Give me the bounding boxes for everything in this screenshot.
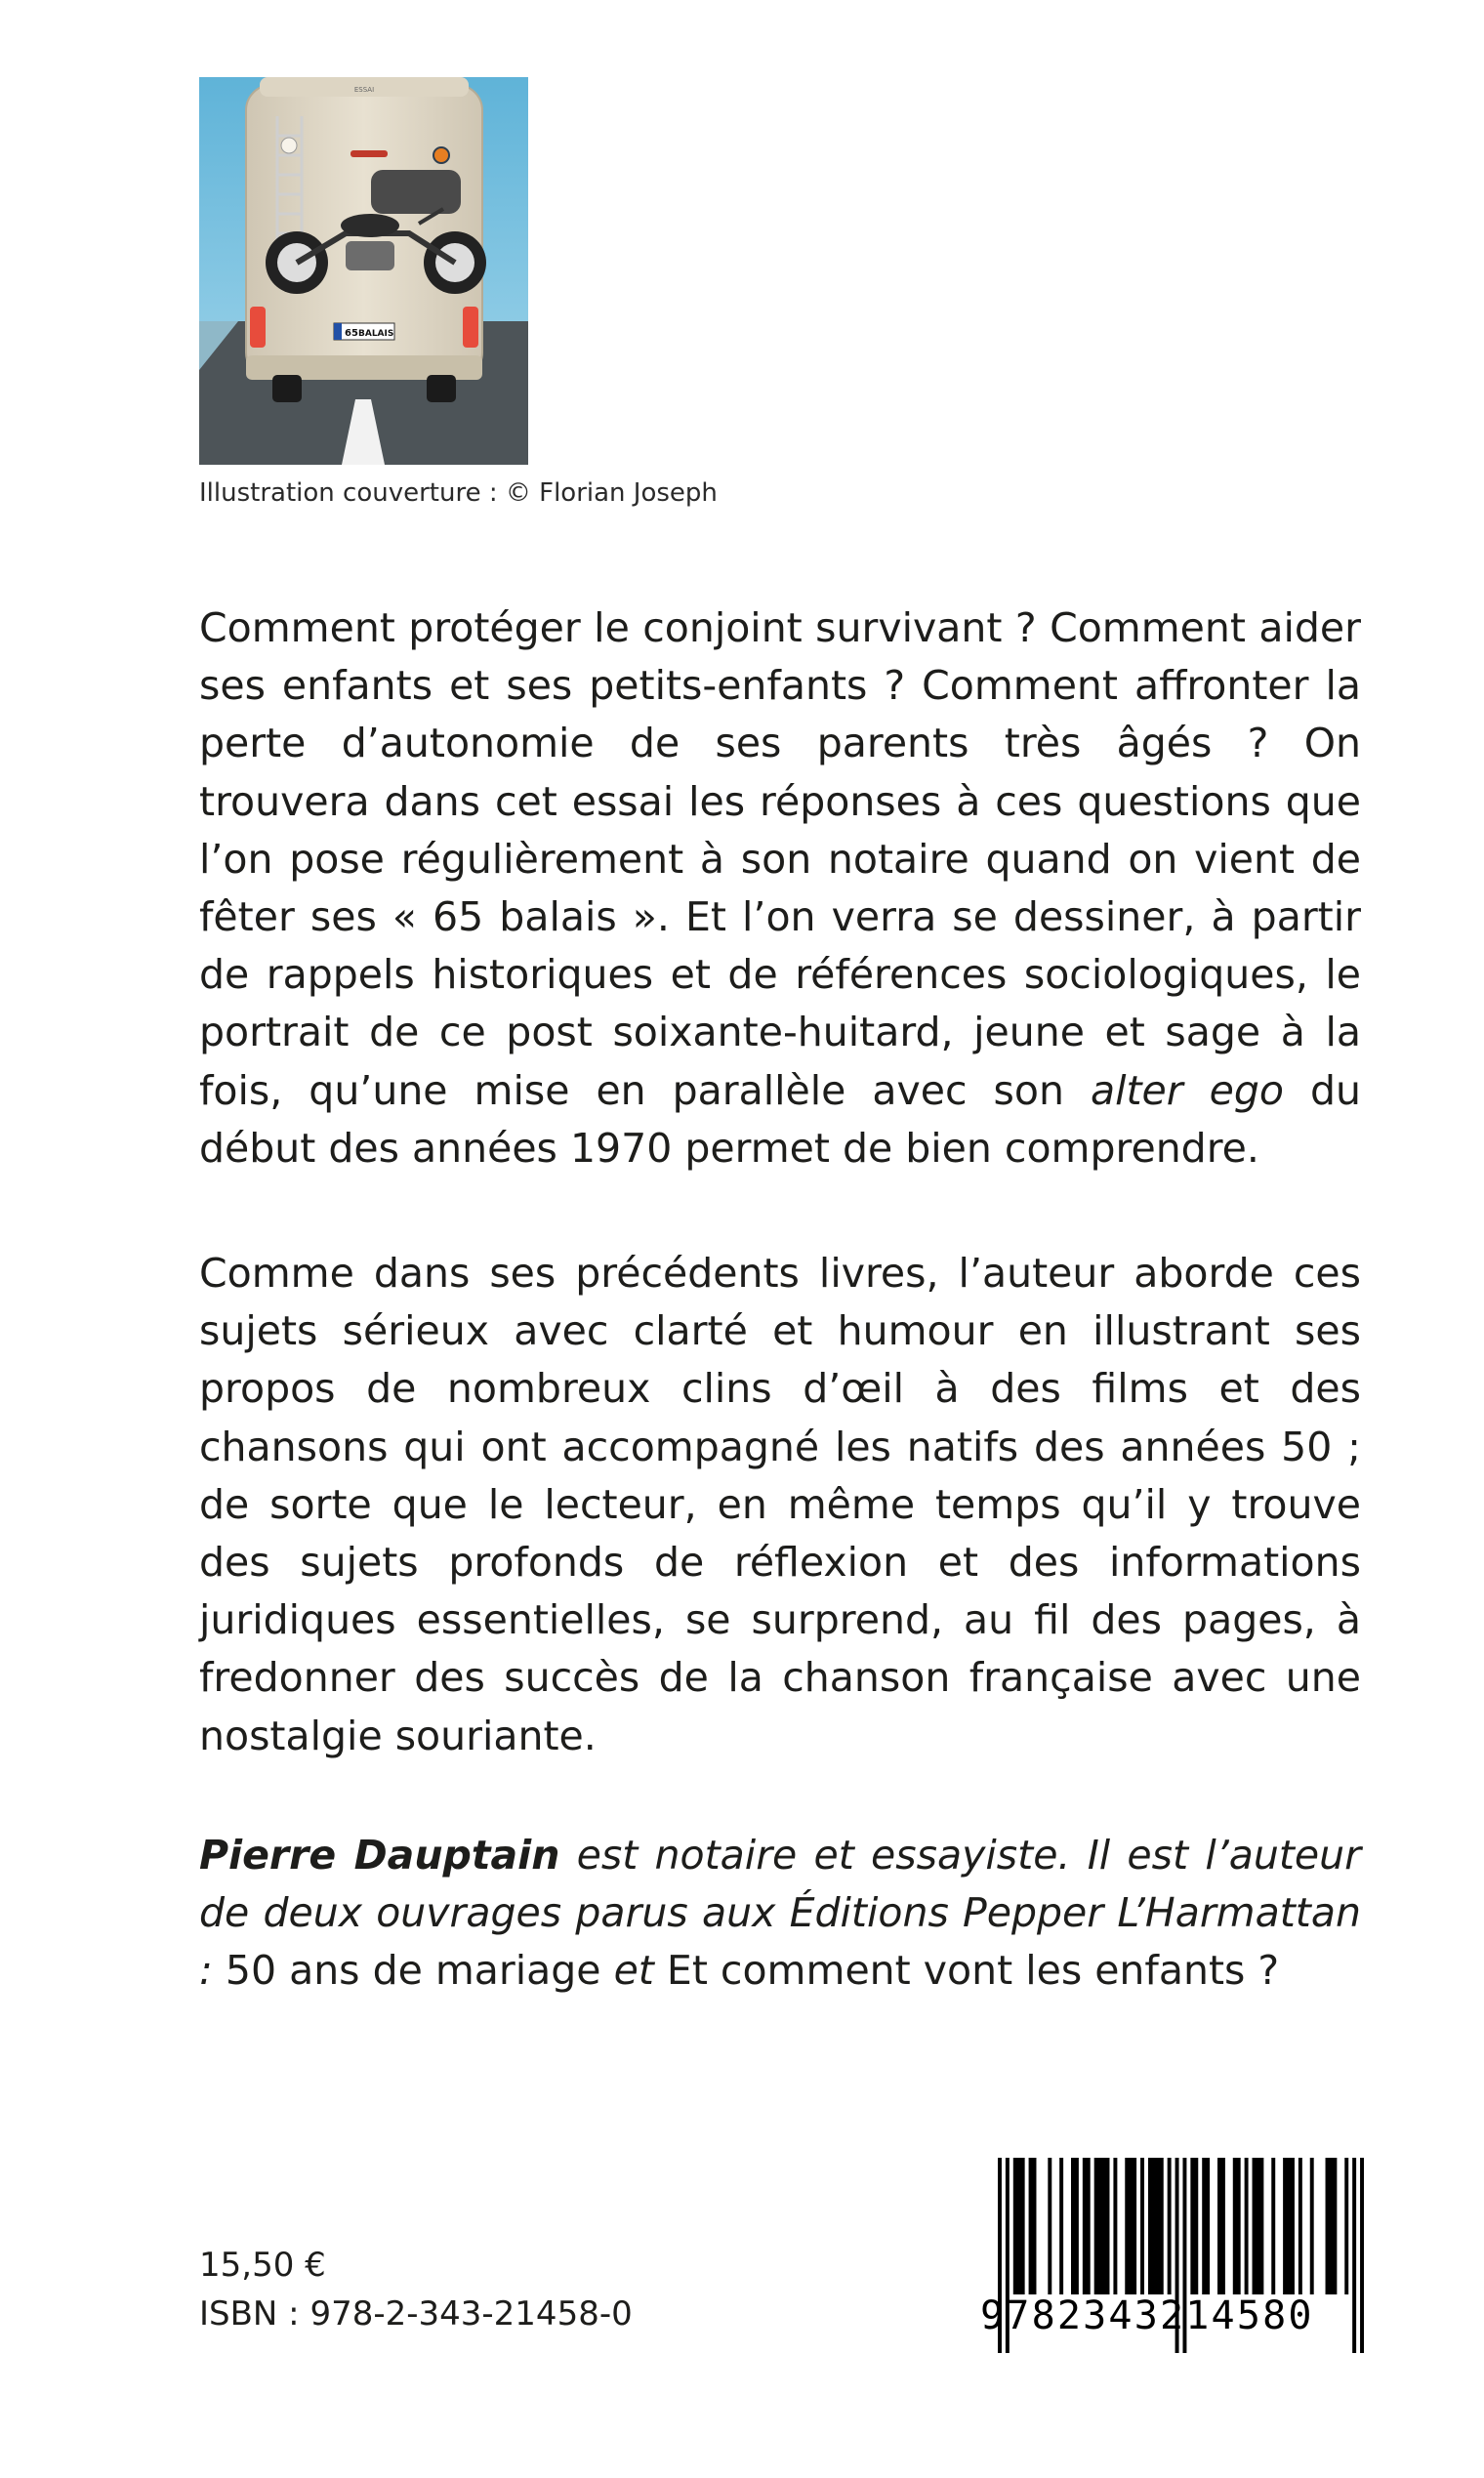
book-title-1: 50 ans de mariage <box>225 1947 601 1995</box>
cover-illustration <box>199 77 528 465</box>
barcode-bar <box>1125 2158 1136 2294</box>
barcode-bar <box>1029 2158 1037 2294</box>
barcode-bar <box>1344 2158 1348 2294</box>
barcode-bar <box>1168 2158 1172 2294</box>
barcode-bar <box>1113 2158 1117 2294</box>
barcode-bar <box>1094 2158 1110 2294</box>
barcode-bar <box>1190 2158 1198 2294</box>
barcode-bar <box>1059 2158 1063 2294</box>
barcode-bar <box>1298 2158 1302 2294</box>
plate-text: BALAIS <box>358 329 394 339</box>
plate-number: 65 <box>345 328 358 339</box>
description-paragraph-1: Comment protéger le conjoint survivant ? Comment aider ses enfants et ses petits-enfants ? Comment affronter la perte d’autonomie de ses parents très âgés ? On trouvera dans cet essai les réponses à ces questions que l’on pose régulièrement à son notaire quand on vient de fêter ses « 65 balais ». Et l’on verra se dessiner, à partir de rappels historiques et de références sociologiques, le portrait de ce post soixante-huitard, jeune et sage à la fois, qu’une mise en parallèle avec son alter ego du début des années 1970 permet de bien comprendre. <box>199 604 1361 1172</box>
illustration-credit: Illustration couverture : © Florian Joseph <box>199 478 718 508</box>
barcode-digits: 9782343214580 <box>980 2293 1314 2338</box>
barcode-bar <box>1013 2158 1025 2294</box>
barcode-bar <box>1217 2158 1225 2294</box>
price: 15,50 € <box>199 2246 326 2285</box>
camper-window <box>371 170 461 214</box>
author-bio: Pierre Dauptain est notaire et essayiste. Il est l’auteur de deux ouvrages parus aux Éditions Pepper L’Harmattan : 50 ans de mariage et Et comment vont les enfants ? <box>199 1832 1361 1995</box>
barcode-bar <box>1253 2158 1264 2294</box>
alter-ego-italic: alter ego <box>1090 1066 1284 1114</box>
barcode-bar <box>1071 2158 1079 2294</box>
barcode-bar <box>1083 2158 1091 2294</box>
barcode-bar <box>1202 2158 1210 2294</box>
book-title-2: Et comment vont les enfants ? <box>666 1947 1280 1995</box>
barcode-bar <box>1245 2158 1249 2294</box>
barcode-bar <box>1048 2158 1051 2294</box>
author-name: Pierre Dauptain <box>199 1832 560 1879</box>
description-paragraph-2: Comme dans ses précédents livres, l’auteur aborde ces sujets sérieux avec clarté et humour en illustrant ses propos de nombreux clins d’œil à des films et des chansons qui ont accompagné les natifs des années 50 ; de sorte que le lecteur, en même temps qu’il y trouve des sujets profonds de réflexion et des informations juridiques essentielles, se surprend, au fil des pages, à fredonner des succès de la chanson française avec une nostalgie souriante. <box>199 1250 1361 1759</box>
barcode-bar <box>1283 2158 1295 2294</box>
barcode-bar <box>1233 2158 1241 2294</box>
isbn: ISBN : 978-2-343-21458-0 <box>199 2294 633 2333</box>
brake-light <box>350 150 388 157</box>
barcode-bar <box>1310 2158 1314 2294</box>
barcode-bar <box>1271 2158 1275 2294</box>
barcode-bar <box>1140 2158 1144 2294</box>
essai-label: ESSAI <box>353 86 375 94</box>
sticker <box>433 147 449 163</box>
barcode-bar <box>1326 2158 1338 2294</box>
barcode-bar <box>1148 2158 1164 2294</box>
